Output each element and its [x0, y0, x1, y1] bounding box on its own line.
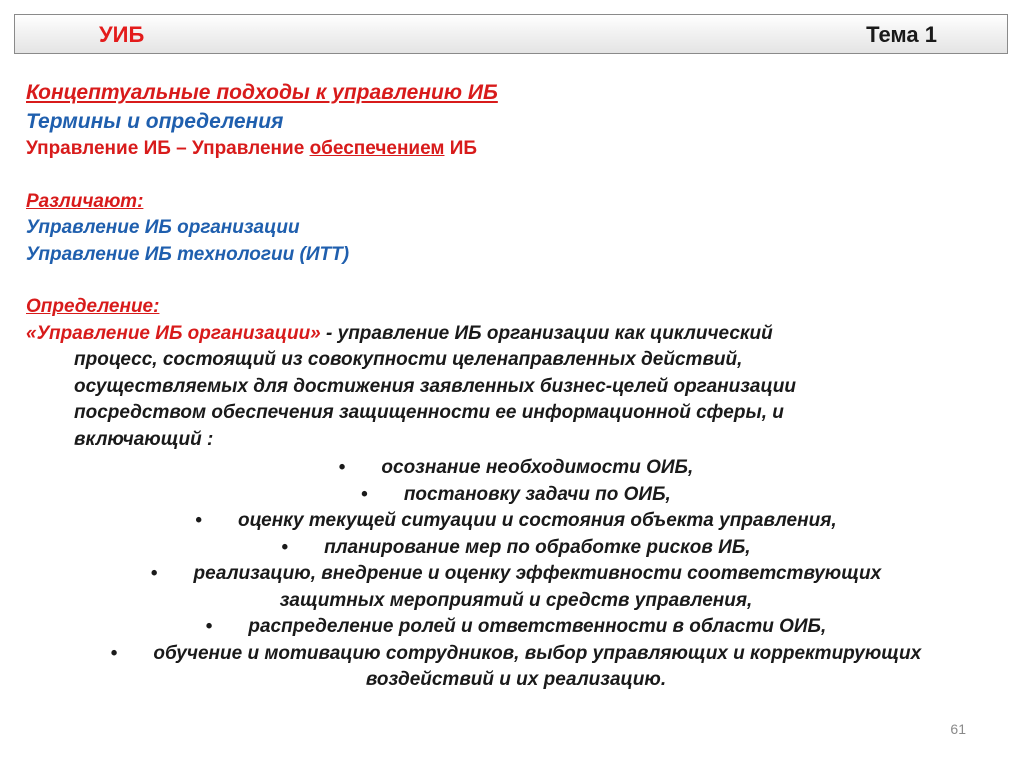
bullet-icon: •: [281, 536, 289, 558]
distinguish-item: Управление ИБ технологии (ИТТ): [26, 243, 350, 265]
management-line-underlined: обеспечением: [309, 138, 445, 159]
definition-term: «Управление ИБ организации»: [26, 322, 321, 344]
slide-subtitle: Термины и определения: [26, 110, 284, 133]
spacer: [26, 268, 1006, 294]
slide-header: [14, 14, 1008, 54]
management-line: [26, 136, 1006, 163]
bullet-text-continued: защитных мероприятий и средств управления,: [279, 589, 753, 611]
definition-line: процесс, состоящий из совокупности целенаправленных действий,: [74, 349, 743, 370]
list-item: [26, 482, 1006, 509]
bullet-icon: •: [361, 483, 368, 505]
slide-title: Концептуальные подходы к управлению ИБ: [26, 81, 498, 104]
distinguish-label: Различают:: [26, 190, 144, 212]
list-item: [26, 561, 1006, 614]
bullet-text: постановку задачи по ОИБ,: [403, 483, 671, 505]
header-left-title: УИБ: [99, 22, 145, 47]
management-line-prefix: Управление ИБ – Управление: [26, 138, 310, 159]
bullet-text: распределение ролей и ответственности в области ОИБ,: [248, 616, 827, 637]
management-line-suffix: ИБ: [444, 138, 478, 159]
definition-line: посредством обеспечения защищенности ее информационной сферы, и: [74, 402, 784, 423]
bullet-text-continued: воздействий и их реализацию.: [365, 669, 667, 690]
bullet-text: оценку текущей ситуации и состояния объекта управления,: [237, 510, 837, 531]
bullet-text: реализацию, внедрение и оценку эффективности соответствующих: [193, 563, 882, 584]
list-item: [26, 641, 1006, 694]
definition-first-line: [26, 321, 1006, 348]
bullet-icon: •: [110, 642, 118, 664]
definition-label: Определение:: [26, 296, 160, 317]
spacer: [26, 163, 1006, 189]
list-item: [26, 535, 1006, 562]
bullet-text: планирование мер по обработке рисков ИБ,: [324, 536, 751, 558]
list-item: [26, 455, 1006, 482]
definition-line: осуществляемых для достижения заявленных бизнес-целей организации: [74, 375, 796, 397]
list-item: [26, 508, 1006, 535]
definition-line: включающий :: [74, 428, 214, 450]
definition-first-line-rest: - управление ИБ организации как циклический: [320, 322, 773, 344]
bullet-text: осознание необходимости ОИБ,: [381, 457, 694, 478]
list-item: [26, 614, 1006, 641]
bullet-icon: •: [338, 457, 346, 478]
page-number: 61: [950, 721, 966, 737]
bullet-list: [26, 455, 1006, 694]
bullet-icon: •: [205, 616, 213, 637]
slide-content: [26, 78, 1006, 694]
bullet-icon: •: [150, 563, 158, 584]
bullet-icon: •: [195, 510, 202, 531]
bullet-text: обучение и мотивацию сотрудников, выбор управляющих и корректирующих: [153, 642, 922, 664]
distinguish-item: Управление ИБ организации: [26, 217, 300, 238]
header-right-title: Тема 1: [866, 22, 937, 47]
